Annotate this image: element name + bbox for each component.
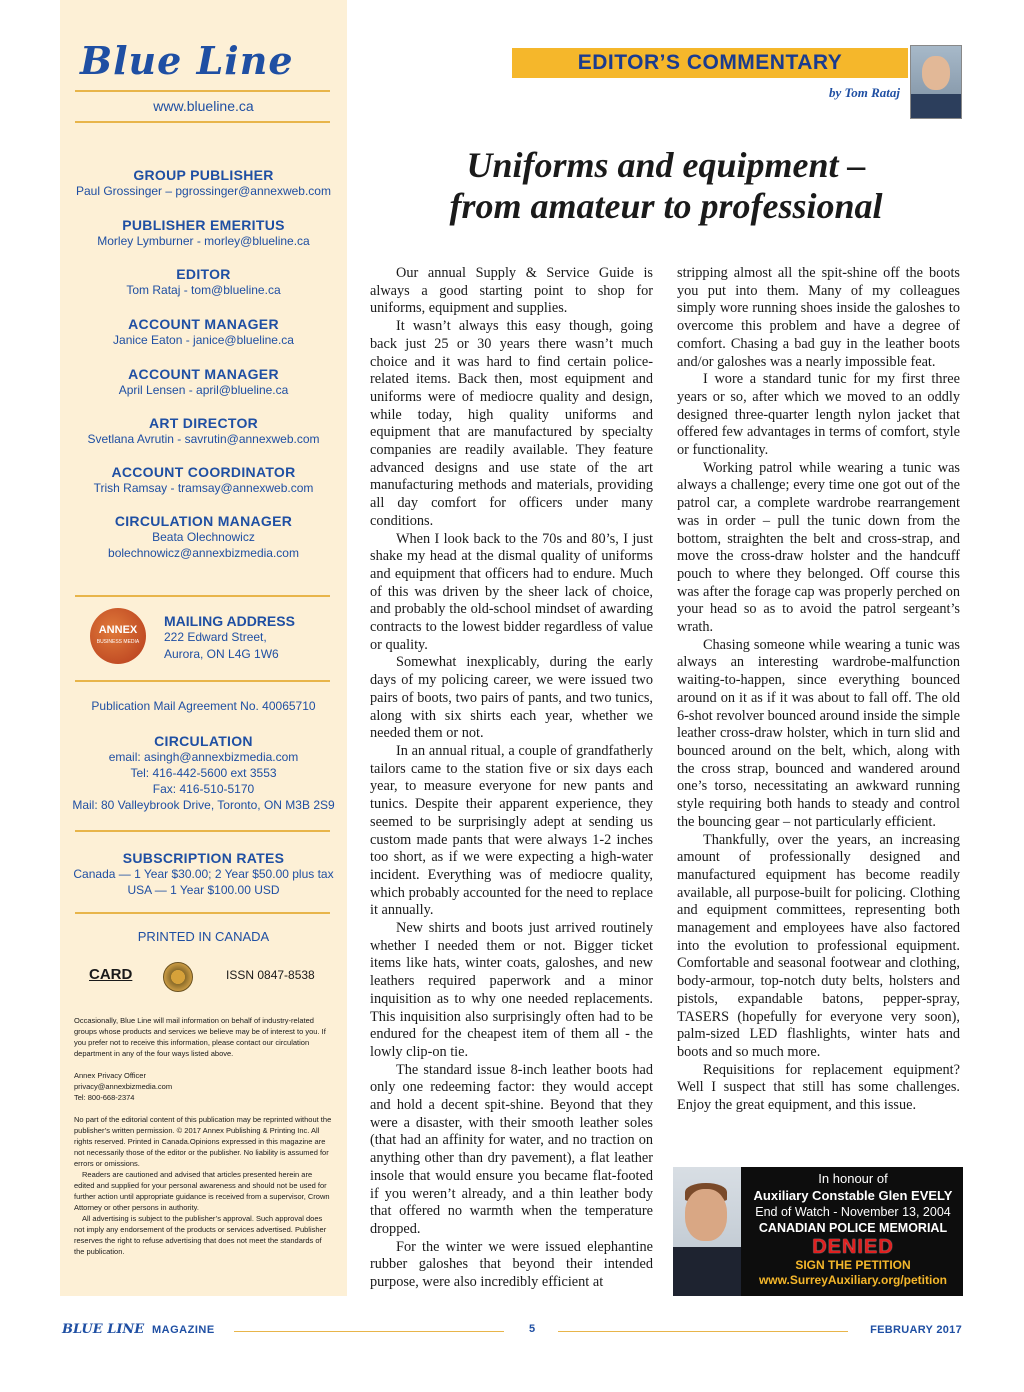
staff-contact: Janice Eaton - janice@blueline.ca [113,333,294,347]
staff-art-director [60,415,347,447]
staff-role: EDITOR [176,266,231,282]
divider [75,830,330,832]
paragraph: The standard issue 8-inch leather boots had only one redeeming factor: they would accept and hold a decent spit-shine. Beyond that they were a disaster, with their smooth leather soles (that had an affinity for water, and no traction on anything other than dry pavement), a flat leather insole that would ensure you became flat-footed if you weren’t already, and a thin leather body that offered no warmth when the temperature dropped. [370,1061,653,1237]
paragraph: Thankfully, over the years, an increasing amount of professionally designed and manufactured equipment has become readily available, all purpose-built for policing. Clothing and equipment committees, representing both management and employees have also factored into the evolution to professional equipment. Comfortable and seasonal footwear and clothing, body-armour, top-notch duty belts, holsters and pistols, expandable batons, pepper-spray, TASERS (hopefully for everyone very soon), palm-sized LED flashlights, winter hats and boots and so much more. [677,831,960,1060]
denied-stamp: DENIED [812,1236,894,1258]
card-issn-row [60,962,347,992]
article-column-1 [370,265,653,1292]
author-shirt [911,94,961,119]
annex-logo-text: ANNEX [98,624,138,636]
paragraph: Working patrol while wearing a tunic was always a challenge; every time one got out of the patrol car, a complete wardrobe rearrangement was in order – pull the tunic down from the bottom, straighten the belt and cross-strap, and move the cross-draw holster and the handcuff pouch to where they belonged. Off course this was after the forage cap was properly perched on your head so as to avoid the patrol sergeant’s wrath. [677,459,960,636]
divider [75,912,330,914]
privacy-officer: Annex Privacy Officer [74,1071,146,1080]
privacy-email: privacy@annexbizmedia.com [74,1082,173,1091]
staff-contact: Beata Olechnowicz [152,530,255,544]
staff-contact: Paul Grossinger – pgrossinger@annexweb.com [76,184,331,198]
staff-role: PUBLISHER EMERITUS [122,217,285,233]
staff-contact: Svetlana Avrutin - savrutin@annexweb.com [87,432,320,446]
mailing-address [164,613,295,663]
masthead-sidebar [60,0,347,1296]
readers-caution: Readers are cautioned and advised that articles presented herein are edited and supplied for your personal awareness and should not be used for further action until appropriate guidance is received from a supervisor, Crown Attorney or other persons in authority. [74,1170,330,1212]
circulation-mail: Mail: 80 Valleybrook Drive, Toronto, ON M3B 2S9 [72,798,335,812]
footer-magazine: MAGAZINE [152,1324,215,1336]
subscription-rates [60,850,347,898]
paragraph: Requisitions for replacement equipment? Well I suspect that still has some challenges. Enjoy the great equipment, and this issue. [677,1061,960,1114]
honour-text: In honour of [818,1171,888,1186]
issn-number: ISSN 0847-8538 [226,968,315,982]
paragraph: Somewhat inexplicably, during the early days of my policing career, we were issued two pairs of boots, two pairs of pants, and two tunics, along with six shirts each year, whether we needed them or not. [370,654,653,742]
mailing-line: 222 Edward Street, [164,630,267,644]
privacy-tel: Tel: 800-668-2374 [74,1093,135,1102]
title-line: Uniforms and equipment – [466,145,866,185]
divider [75,595,330,597]
constable-name: Auxiliary Constable Glen EVELY [753,1188,953,1203]
staff-account-manager [60,366,347,398]
author-byline: by Tom Rataj [828,85,900,100]
issue-date: FEBRUARY 2017 [870,1324,962,1336]
circulation-fax: Fax: 416-510-5170 [152,782,255,796]
sign-petition-text: SIGN THE PETITION [795,1258,911,1272]
title-line: from amateur to professional [449,186,883,226]
staff-editor [60,266,347,298]
staff-role: ART DIRECTOR [148,415,259,431]
paragraph: Chasing someone while wearing a tunic was always an interesting wardrobe-malfunction waiting-to-happen, since everything bounced around on it as if it was about to fall off. The old 6-shot revolver bounced around inside the simple leather cross-draw holster, which in turn slid and bounced around on the belt, which, along with the cross strap, bounced and wandered around one’s torso, necessitating an awkward running style requiring both hands to steady and control the bouncing gear – not particularly efficient. [677,636,960,830]
paragraph: I wore a standard tunic for my first three years or so, after which we moved to an oddly designed three-quarter length nylon jacket that offered few advantages in terms of comfort, style or functionality. [677,371,960,459]
publication-mail-agreement [60,698,347,714]
memorial-text [743,1171,963,1288]
paragraph: In an annual ritual, a couple of grandfatherly tailors came to the station five or six days each year, to measure everyone for new pants and tunics. Despite their apparent experience, they seemed to be surprisingly adept at sending us custom made pants that were always 1-2 inches too short, as if we were expecting a high-water incident. Everything was of mediocre quality, which probably accounted for the need to replace it annually. [370,742,653,919]
subscription-line: USA — 1 Year $100.00 USD [127,883,280,897]
author-photo [910,45,962,119]
mailing-title: MAILING ADDRESS [164,613,295,629]
footer-rule [558,1331,848,1332]
printed-text: PRINTED IN CANADA [137,929,270,944]
copyright-notice: No part of the editorial content of this publication may be reprinted without the publisher’s written permission. © 2017 Annex Publishing & Printing Inc. All rights reserved. Printed in Canada.Opinions expressed in this magazine are not necessarily those of the editor or the publisher. No liability is assumed for errors or omissions. [74,1115,332,1168]
staff-contact: April Lensen - april@blueline.ca [118,383,289,397]
staff-role: GROUP PUBLISHER [133,167,274,183]
staff-contact: Trish Ramsay - tramsay@annexweb.com [93,481,314,495]
staff-publisher-emeritus [60,217,347,249]
mailing-line: Aurora, ON L4G 1W6 [164,647,279,661]
publication-mail-text: Publication Mail Agreement No. 40065710 [91,699,316,713]
footer-rule [234,1331,504,1332]
article-title [370,145,962,227]
card-seal-icon [163,962,193,992]
memorial-petition-ad[interactable] [673,1167,963,1296]
footer-brand: BLUE LINE [62,1322,145,1337]
staff-account-manager [60,316,347,348]
advertising-notice: All advertising is subject to the publisher’s approval. Such approval does not imply any endorsement of the products or services advertised. Publisher reserves the right to refuse advertising that does not meet the standards of the publication. [74,1214,327,1256]
staff-account-coordinator [60,464,347,496]
annex-business-media-logo [90,608,146,664]
blue-line-logo: Blue Line [80,38,294,83]
website-link[interactable]: www.blueline.ca [153,98,254,114]
subscription-line: Canada — 1 Year $30.00; 2 Year $50.00 plus tax [73,867,334,881]
staff-contact: Tom Rataj - tom@blueline.ca [126,283,281,297]
paragraph: Our annual Supply & Service Guide is always a good starting point to shop for uniforms, equipment and supplies. [370,265,653,317]
page-footer [62,1322,962,1340]
staff-role: ACCOUNT MANAGER [128,366,279,382]
circulation-tel: Tel: 416-442-5600 ext 3553 [130,766,277,780]
card-label: CARD [89,966,133,983]
photo-uniform [673,1247,741,1296]
paragraph: stripping almost all the spit-shine off the boots you put into them. Many of my colleagues simply wore running shoes inside the galoshes to overcome this problem and have a degree of comfort. Chasing a bad guy in the leather boots and/or galoshes was a nearly impossible feat. [677,265,960,370]
section-banner: EDITOR’S COMMENTARY [512,48,908,78]
article-column-2 [677,265,960,1115]
paragraph: For the winter we were issued elephantine rubber galoshes that beyond their intended purpose, were also incredibly efficient at [370,1238,653,1291]
staff-contact: bolechnowicz@annexbizmedia.com [108,546,299,560]
page-number: 5 [528,1323,536,1335]
circulation-block [60,733,347,813]
privacy-notice: Occasionally, Blue Line will mail information on behalf of industry-related groups whose products and services we believe may be of interest to you. If you prefer not to receive this information, please contact our circulation department in any of the four ways listed above. [74,1016,326,1058]
divider [75,90,330,92]
paragraph: When I look back to the 70s and 80’s, I just shake my head at the dismal quality of uniforms and equipment that officers had to endure. Much of this was driven by the sheer lack of choice, and probably the old-school mindset of awarding contracts to the lowest bidder regardless of value or quality. [370,530,653,653]
divider [75,121,330,123]
paragraph: New shirts and boots just arrived routinely whether I needed them or not. Bigger ticket items like hats, winter coats, galoshes, and new leathers required paperwork and a minor inquisition as to why one needed replacements. This inquisition also surprisingly often had to be endured for the cheapest item of them all - the lowly clip-on tie. [370,920,653,1060]
fine-print [74,1015,334,1257]
staff-group-publisher [60,167,347,199]
staff-role: ACCOUNT MANAGER [128,316,279,332]
circulation-title: CIRCULATION [154,733,253,749]
staff-contact: Morley Lymburner - morley@blueline.ca [97,234,310,248]
annex-logo-subtext: BUSINESS MEDIA [96,639,140,645]
constable-photo [673,1167,741,1296]
paragraph: It wasn’t always this easy though, going back just 25 or 30 years there wasn’t much choice and it was hard to find certain police-related items. Back then, most equipment and uniforms were of mediocre quality and design, while today, high quality uniforms and equipment that are manufactured by specialty companies are readily available. They feature advanced designs and use state of the art manufacturing methods and materials, providing all day comfort for officers under many conditions. [370,318,653,529]
memorial-name: CANADIAN POLICE MEMORIAL [758,1221,948,1235]
end-of-watch: End of Watch - November 13, 2004 [755,1205,951,1219]
staff-role: ACCOUNT COORDINATOR [111,464,296,480]
staff-role: CIRCULATION MANAGER [114,513,293,529]
photo-face [685,1189,727,1241]
subscription-title: SUBSCRIPTION RATES [122,850,285,866]
printed-in-canada [60,929,347,945]
circulation-email: email: asingh@annexbizmedia.com [108,750,299,764]
staff-circulation-manager [60,513,347,561]
author-face [922,56,950,90]
divider [75,680,330,682]
petition-link[interactable]: www.SurreyAuxiliary.org/petition [758,1273,948,1287]
